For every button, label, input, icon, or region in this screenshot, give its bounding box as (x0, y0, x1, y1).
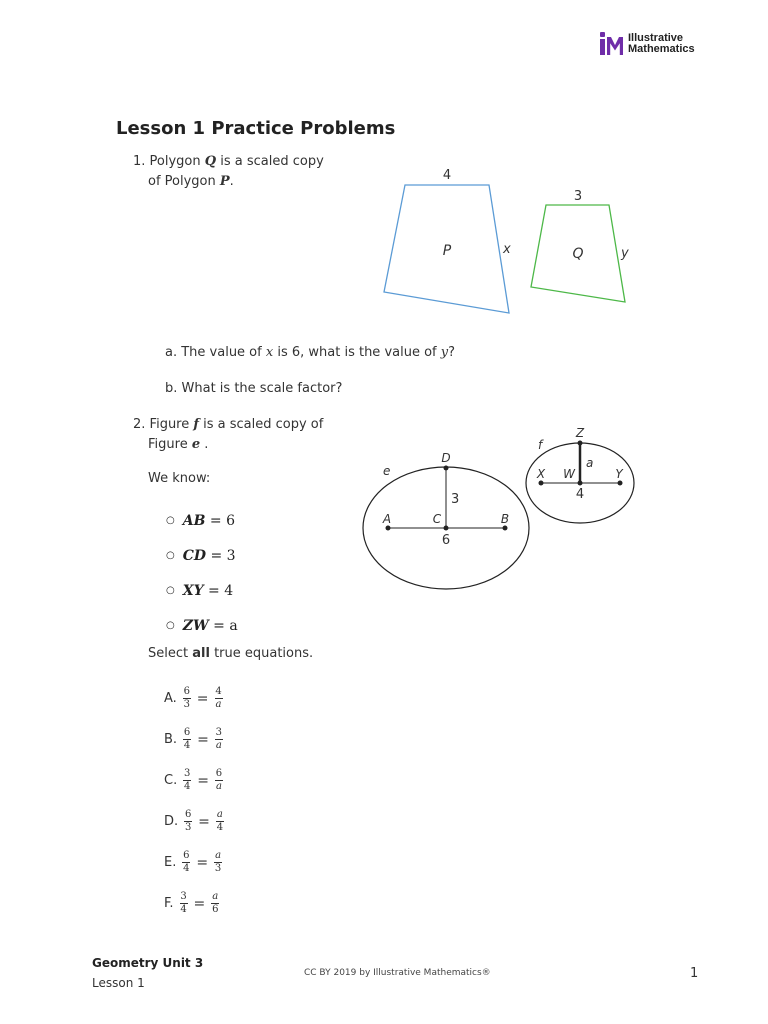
problem-1a: a. The value of x is 6, what is the value of y? (165, 345, 456, 360)
problem-2-statement: 2. Figure f is a scaled copy of Figure e . (133, 417, 324, 452)
option-b[interactable]: B. $\frac{6}{4}$ = $\frac{3}{a}$ (164, 727, 222, 751)
polygon-q-side-label: y (621, 246, 629, 261)
page-number: 1 (690, 966, 699, 981)
point-z (578, 441, 583, 446)
figure-e-label: e (383, 464, 391, 478)
point-c (444, 526, 449, 531)
figure-f-label: f (538, 438, 543, 452)
label-x: X (536, 467, 546, 481)
answer-options (164, 678, 226, 924)
fact-item: ○ CD = 3 (166, 547, 236, 564)
footer-course: Geometry Unit 3 (92, 956, 204, 970)
fact-item: ○ ZW = a (166, 617, 238, 634)
polygon-q-top-label: 3 (573, 189, 583, 204)
label-c: C (432, 512, 442, 526)
label-zw-length: a (586, 456, 594, 470)
label-cd-length: 3 (451, 492, 460, 507)
label-z: Z (575, 426, 585, 440)
point-x (539, 481, 544, 486)
point-b (503, 526, 508, 531)
label-ab-length: 6 (441, 533, 451, 548)
polygon-p-var: P (219, 174, 230, 189)
footer-lesson: Lesson 1 (92, 976, 145, 990)
option-a[interactable]: A. $\frac{6}{3}$ = $\frac{4}{a}$ (164, 686, 222, 710)
label-xy-length: 4 (575, 487, 585, 502)
we-know-label: We know: (148, 471, 211, 486)
problem-1-number: 1. (133, 154, 146, 169)
problem-1-statement: 1. Polygon Q is a scaled copy of Polygon P. (133, 154, 324, 189)
brand-line-2: Mathematics (628, 43, 695, 55)
polygon-p-top-label: 4 (442, 168, 452, 183)
page-title: Lesson 1 Practice Problems (116, 118, 396, 139)
problem-1b: b. What is the scale factor? (165, 381, 343, 396)
polygon-p-label: P (442, 243, 452, 259)
polygon-p-side-label: x (503, 242, 511, 257)
ellipse-figure (355, 420, 655, 600)
label-d: D (441, 451, 451, 465)
option-d[interactable]: D. $\frac{6}{3}$ = $\frac{a}{4}$ (164, 809, 224, 833)
label-y: Y (615, 467, 623, 481)
problem-2-number: 2. (133, 417, 146, 432)
fact-item: ○ XY = 4 (166, 582, 234, 599)
point-w (578, 481, 583, 486)
option-f[interactable]: F. $\frac{3}{4}$ = $\frac{a}{6}$ (164, 891, 219, 915)
select-instruction: Select all true equations. (148, 646, 314, 661)
brand-line-1: Illustrative (628, 32, 684, 44)
point-a (386, 526, 391, 531)
brand-logo (598, 32, 695, 56)
label-w: W (563, 467, 575, 481)
point-d (444, 466, 449, 471)
option-e[interactable]: E. $\frac{6}{4}$ = $\frac{a}{3}$ (164, 850, 222, 874)
fact-item: ○ AB = 6 (166, 512, 235, 529)
polygon-q-label: Q (572, 246, 584, 262)
footer-license: CC BY 2019 by Illustrative Mathematics® (304, 968, 491, 978)
label-a: A (382, 512, 392, 526)
fact-list (166, 503, 238, 643)
option-c[interactable]: C. $\frac{3}{4}$ = $\frac{6}{a}$ (164, 768, 223, 792)
point-y (618, 481, 623, 486)
label-b: B (500, 512, 510, 526)
polygon-q-var: Q (204, 154, 217, 169)
polygon-figure (370, 160, 650, 330)
im-logo-mark (598, 32, 624, 56)
